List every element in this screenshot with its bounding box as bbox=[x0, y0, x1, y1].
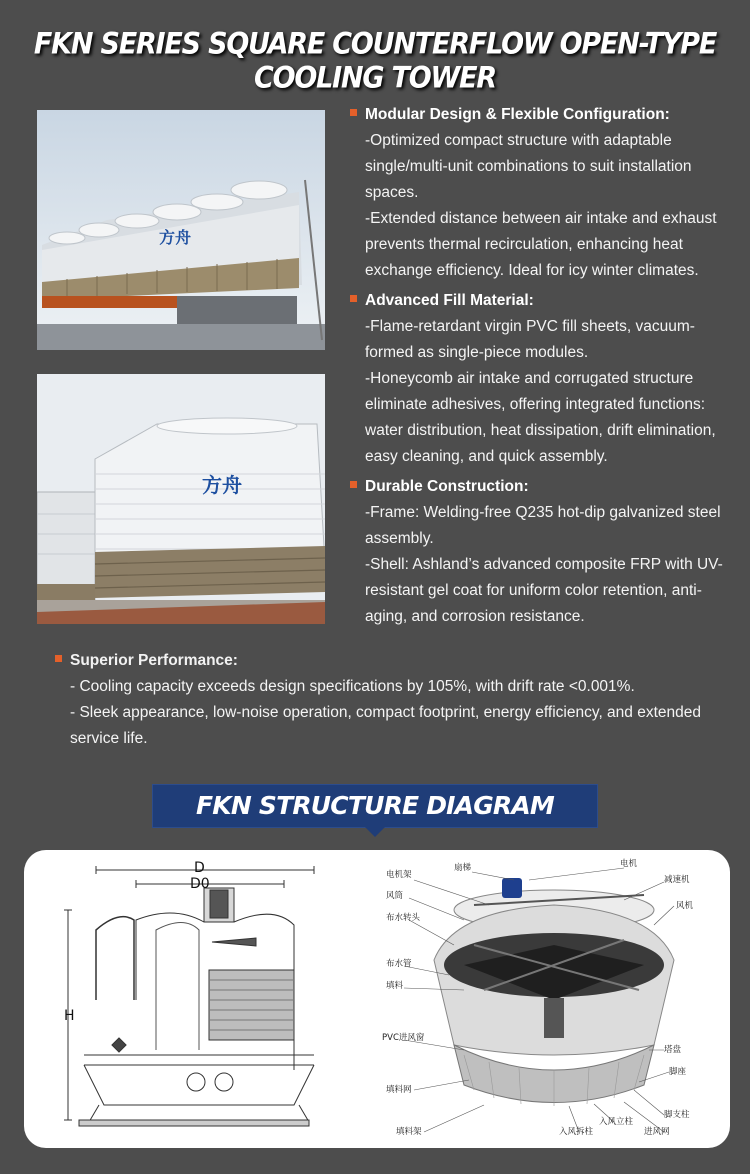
label-foot-post: 脚支柱 bbox=[664, 1110, 690, 1120]
label-fan-cylinder: 风筒 bbox=[386, 891, 404, 901]
label-fan: 风机 bbox=[676, 901, 694, 911]
dim-d0: D0 bbox=[190, 876, 210, 892]
feature-line: -Extended distance between air intake and exhaust prevents thermal recirculation, enhancing heat exchange efficiency. Ideal for icy winter climates. bbox=[365, 210, 717, 279]
label-reducer: 减速机 bbox=[664, 875, 690, 885]
structure-diagram-svg bbox=[24, 850, 730, 1148]
label-foot-seat: 脚座 bbox=[669, 1067, 687, 1077]
feature-durable-construction bbox=[350, 474, 740, 630]
feature-fill-material bbox=[350, 288, 740, 470]
dim-h: H bbox=[64, 1008, 75, 1024]
label-fill: 填料 bbox=[386, 981, 404, 991]
label-fill-net: 填料网 bbox=[386, 1085, 412, 1095]
label-water-pipe: 布水管 bbox=[386, 959, 412, 969]
dimension-drawing bbox=[64, 866, 314, 1126]
photo-1-logo: 方舟 bbox=[159, 228, 192, 247]
feature-heading: Modular Design & Flexible Configuration: bbox=[350, 102, 740, 128]
photo-2-logo: 方舟 bbox=[202, 473, 242, 497]
label-air-inlet-net: 进风网 bbox=[644, 1127, 670, 1137]
tower-photo-2 bbox=[37, 374, 325, 624]
label-ladder: 扇梯 bbox=[454, 863, 472, 873]
label-inlet-slant-post: 入风拆柱 bbox=[559, 1127, 594, 1137]
feature-heading: Superior Performance: bbox=[55, 648, 735, 674]
structure-diagram bbox=[24, 850, 730, 1148]
feature-line: -Optimized compact structure with adaptable single/multi-unit combinations to suit installation spaces. bbox=[365, 132, 692, 201]
bullet-icon bbox=[350, 481, 357, 488]
feature-heading: Durable Construction: bbox=[350, 474, 740, 500]
label-motor: 电机 bbox=[620, 859, 638, 869]
label-sprinkler-head: 布水转头 bbox=[386, 913, 421, 923]
bullet-icon bbox=[350, 109, 357, 116]
feature-line: -Frame: Welding-free Q235 hot-dip galvanized steel assembly. bbox=[365, 504, 721, 547]
feature-line: - Sleek appearance, low-noise operation, compact footprint, energy efficiency, and extended service life. bbox=[70, 704, 702, 747]
feature-line: -Honeycomb air intake and corrugated structure eliminate adhesives, offering integrated functions: water distribution, heat dissipation, drift elimination, easy cleaning, and quick assembly. bbox=[365, 370, 716, 465]
feature-line: - Cooling capacity exceeds design specifications by 105%, with drift rate <0.001%. bbox=[70, 678, 635, 695]
banner-title: FKN STRUCTURE DIAGRAM bbox=[195, 791, 555, 820]
feature-line: -Shell: Ashland’s advanced composite FRP with UV-resistant gel coat for uniform color retention, anti-aging, and corrosion resistance. bbox=[365, 556, 723, 625]
tower-photo-1 bbox=[37, 110, 325, 350]
tower-photo-2-image bbox=[37, 374, 325, 624]
cutaway-tower bbox=[434, 878, 674, 1106]
feature-performance bbox=[55, 648, 735, 752]
label-fill-rack: 填料架 bbox=[396, 1127, 422, 1137]
label-inlet-upright-post: 入风立柱 bbox=[599, 1117, 634, 1127]
label-pvc-air-inlet: PVC进风窗 bbox=[382, 1033, 425, 1043]
feature-modular-design bbox=[350, 102, 740, 284]
bullet-icon bbox=[350, 295, 357, 302]
label-motor-frame: 电机架 bbox=[386, 870, 412, 880]
tower-photo-1-image bbox=[37, 110, 325, 350]
bullet-icon bbox=[55, 655, 62, 662]
feature-line: -Flame-retardant virgin PVC fill sheets, vacuum-formed as single-piece modules. bbox=[365, 318, 695, 361]
banner-notch bbox=[365, 827, 385, 837]
section-banner bbox=[152, 784, 598, 828]
label-tower-basin: 塔盘 bbox=[664, 1045, 682, 1055]
dim-d: D bbox=[194, 860, 205, 876]
page-title: FKN SERIES SQUARE COUNTERFLOW OPEN-TYPE COOLING TOWER bbox=[33, 26, 717, 96]
feature-heading: Advanced Fill Material: bbox=[350, 288, 740, 314]
